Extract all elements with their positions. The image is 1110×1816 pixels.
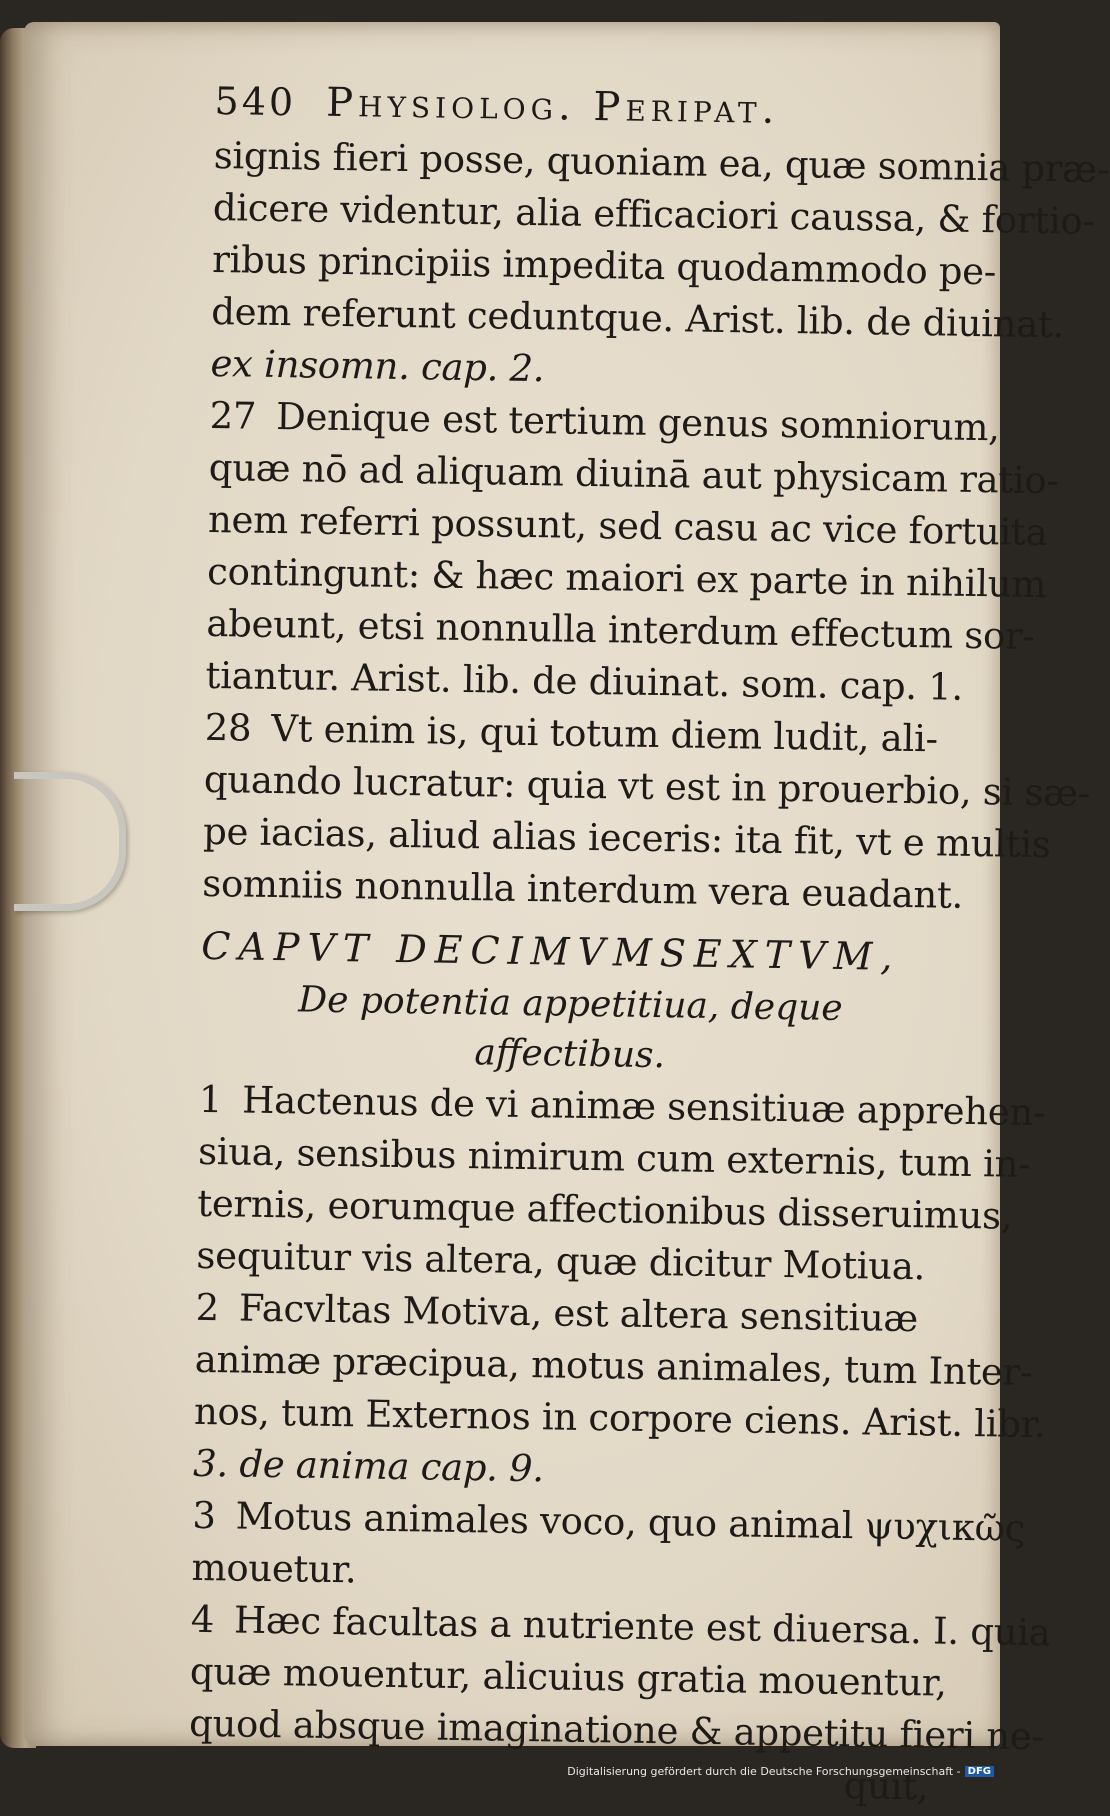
- paragraph-2-line: 2 Facvltas Motiva, est altera sensitiuæ: [195, 1285, 919, 1341]
- paragraph-number: 2: [195, 1285, 220, 1330]
- paragraph-number: 3: [192, 1493, 217, 1538]
- paragraph-4-line: 4 Hæc facultas a nutriente est diuersa. I. quia: [190, 1597, 1051, 1655]
- text-line: ribus principiis impedita quodammodo pe-: [211, 237, 997, 294]
- text-line: quæ nō ad aliquam diuinā aut physicam ratio-: [208, 445, 1059, 503]
- text-line: abeunt, etsi nonnulla interdum effectum sor-: [206, 601, 1035, 658]
- page-number: 540: [214, 78, 297, 125]
- text-line: animæ præcipua, motus animales, tum Inter-: [194, 1337, 1033, 1394]
- text-line: dicere videntur, alia efficaciori caussa, & fortio-: [212, 185, 1095, 243]
- text-line: contingunt: & hæc maiori ex parte in nihilum: [206, 549, 1047, 607]
- text-line: siua, sensibus nimirum cum externis, tum in-: [197, 1129, 1031, 1186]
- text-line: 3. de anima cap. 9.: [192, 1441, 545, 1491]
- text-line: quando lucratur: quia vt est in prouerbio, si sæ-: [203, 757, 1091, 815]
- text-line: tiantur. Arist. lib. de diuinat. som. cap. 1.: [205, 653, 964, 709]
- digitization-credit: [567, 1765, 994, 1778]
- paragraph-27-line: 27 Denique est tertium genus somniorum,: [209, 393, 1001, 450]
- text-line: ex insomn. cap. 2.: [210, 341, 545, 391]
- text-line: ternis, eorumque affectionibus disseruimus,: [196, 1181, 1013, 1238]
- dfg-logo: DFG: [965, 1766, 994, 1777]
- chapter-title: CAPVT DECIMVMSEXTVM,: [201, 923, 901, 979]
- text-line: nos, tum Externos in corpore ciens. Arist. libr.: [193, 1389, 1046, 1447]
- paragraph-1-line: 1 Hactenus de vi animæ sensitiuæ apprehen-: [198, 1077, 1046, 1135]
- text-line: somniis nonnulla interdum vera euadant.: [202, 861, 964, 917]
- text-line: signis fieri posse, quoniam ea, quæ somnia præ-: [213, 133, 1110, 192]
- text-line: nem referri possunt, sed casu ac vice fortuita: [207, 497, 1048, 555]
- paragraph-number: 27: [209, 393, 257, 438]
- text-line: quod absque imaginatione & appetitu fieri ne-: [188, 1701, 1045, 1759]
- catchword: quit,: [843, 1764, 929, 1809]
- text-line: mouetur.: [191, 1545, 357, 1592]
- paragraph-number: 1: [198, 1077, 223, 1122]
- bookmark-ribbon: [14, 772, 126, 911]
- chapter-subtitle: De potentia appetitiua, deque: [297, 979, 843, 1029]
- text-line: pe iacias, aliud alias ieceris: ita fit, vt e multis: [202, 809, 1051, 867]
- paragraph-3-line: 3 Motus animales voco, quo animal ψυχικῶς: [192, 1493, 1026, 1550]
- paragraph-number: 28: [204, 705, 252, 750]
- text-line: sequitur vis altera, quæ dicitur Motiua.: [196, 1233, 926, 1289]
- paragraph-28-line: 28 Vt enim is, qui totum diem ludit, ali-: [204, 705, 939, 761]
- running-title: Physiolog. Peripat.: [325, 79, 780, 133]
- chapter-subtitle: affectibus.: [474, 1032, 666, 1077]
- text-line: dem referunt ceduntque. Arist. lib. de diuinat.: [210, 289, 1065, 347]
- text-line: quæ mouentur, alicuius gratia mouentur,: [189, 1649, 947, 1705]
- paragraph-number: 4: [190, 1597, 215, 1642]
- footer-text: Digitalisierung gefördert durch die Deutsche Forschungsgemeinschaft -: [567, 1765, 961, 1778]
